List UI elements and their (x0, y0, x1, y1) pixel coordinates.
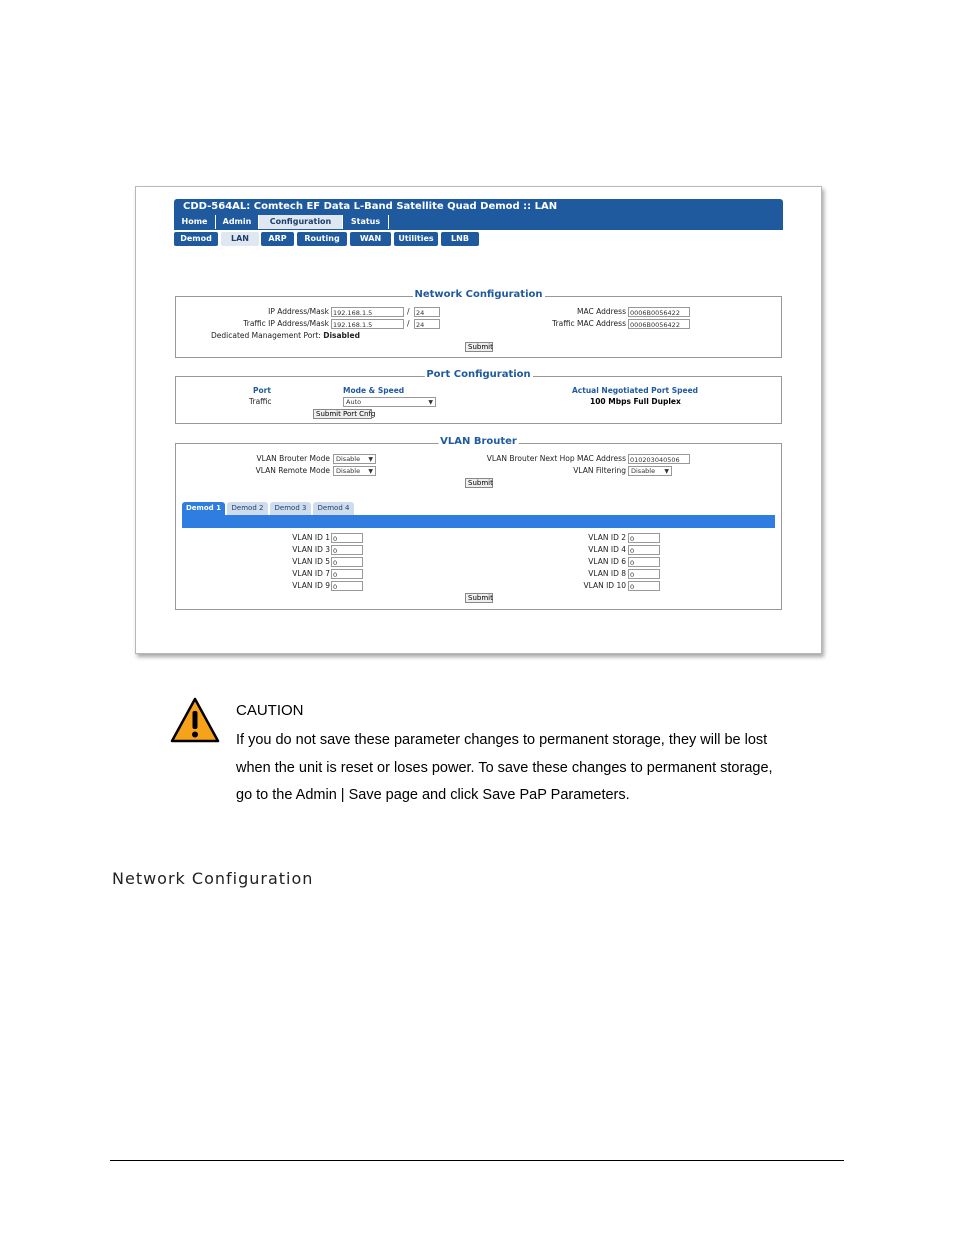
screenshot-frame (135, 186, 822, 654)
vlan-submit-button[interactable]: Submit (465, 478, 493, 488)
admin-save-ref: Admin | Save (295, 787, 382, 803)
caution-title: CAUTION (236, 702, 304, 719)
vlan-id-input[interactable]: 0 (331, 569, 363, 579)
tab-admin[interactable]: Admin (216, 215, 259, 229)
subtab-demod[interactable]: Demod (174, 232, 218, 246)
vlan-id-input[interactable]: 0 (628, 557, 660, 567)
next-hop-mac-label: VLAN Brouter Next Hop MAC Address (486, 454, 626, 463)
vlan-id-input[interactable]: 0 (331, 557, 363, 567)
vlan-id-input[interactable]: 0 (331, 581, 363, 591)
demod-tab-panel-header (182, 515, 775, 528)
vlan-brouter-fieldset (175, 436, 782, 610)
vlan-ids-submit-button[interactable]: Submit (465, 593, 493, 603)
vlan-id-label: VLAN ID 7 (292, 569, 330, 578)
tab-status[interactable]: Status (343, 215, 389, 229)
tab-demod-2[interactable]: Demod 2 (227, 502, 268, 515)
vlan-id-label: VLAN ID 10 (583, 581, 626, 590)
main-menu (174, 215, 783, 230)
subtab-routing[interactable]: Routing (297, 232, 347, 246)
traffic-ip-input[interactable]: 192.168.1.5 (331, 319, 404, 329)
subtab-wan[interactable]: WAN (350, 232, 391, 246)
traffic-ip-label: Traffic IP Address/Mask (243, 319, 329, 328)
mode-speed-select[interactable]: Auto ▼ (343, 397, 436, 407)
vlan-id-label: VLAN ID 6 (588, 557, 626, 566)
caution-line: go to the Admin | Save page and click Save PaP Parameters. (236, 787, 630, 803)
section-heading: Network Configuration (112, 869, 314, 888)
network-config-fieldset (175, 289, 782, 358)
window-title: CDD-564AL: Comtech EF Data L-Band Satellite Quad Demod :: LAN (174, 199, 783, 215)
subtab-lnb[interactable]: LNB (441, 232, 479, 246)
mac-address-input[interactable]: 0006B0056422 (628, 307, 690, 317)
vlan-id-label: VLAN ID 2 (588, 533, 626, 542)
subtab-arp[interactable]: ARP (261, 232, 294, 246)
chevron-down-icon: ▼ (664, 468, 669, 475)
port-name: Traffic (249, 397, 272, 406)
ip-mask-sep: / (407, 307, 410, 316)
chevron-down-icon: ▼ (428, 399, 433, 406)
caution-body (236, 727, 836, 810)
vlan-filtering-label: VLAN Filtering (573, 466, 626, 475)
mac-address-label: MAC Address (577, 307, 626, 316)
vlan-id-label: VLAN ID 5 (292, 557, 330, 566)
tab-home[interactable]: Home (174, 215, 216, 229)
network-config-legend: Network Configuration (414, 289, 543, 300)
ip-address-label: IP Address/Mask (268, 307, 329, 316)
vlan-filtering-select[interactable]: Disable ▼ (628, 466, 672, 476)
vlan-id-label: VLAN ID 8 (588, 569, 626, 578)
caution-line: when the unit is reset or loses power. To save these changes to permanent storage, (236, 759, 773, 776)
tab-demod-4[interactable]: Demod 4 (313, 502, 354, 515)
save-pap-ref: Save PaP Parameters (482, 787, 626, 803)
ip-mask-input[interactable]: 24 (414, 307, 440, 317)
mode-column-header: Mode & Speed (343, 386, 405, 395)
traffic-mask-sep: / (407, 319, 410, 328)
vlan-id-input[interactable]: 0 (628, 545, 660, 555)
vlan-id-input[interactable]: 0 (628, 581, 660, 591)
vlan-brouter-mode-label: VLAN Brouter Mode (256, 454, 330, 463)
traffic-ip-mask-input[interactable]: 24 (414, 319, 440, 329)
vlan-brouter-legend: VLAN Brouter (440, 436, 517, 447)
tab-demod-1[interactable]: Demod 1 (182, 502, 225, 515)
chevron-down-icon: ▼ (368, 468, 373, 475)
caution-line: If you do not save these parameter changes to permanent storage, they will be lost (236, 732, 768, 748)
footer-rule (110, 1160, 844, 1161)
chevron-down-icon: ▼ (368, 456, 373, 463)
vlan-id-label: VLAN ID 1 (292, 533, 330, 542)
vlan-remote-mode-select[interactable]: Disable ▼ (333, 466, 376, 476)
vlan-id-input[interactable]: 0 (331, 533, 363, 543)
vlan-remote-mode-label: VLAN Remote Mode (255, 466, 330, 475)
vlan-id-label: VLAN ID 9 (292, 581, 330, 590)
tab-configuration[interactable]: Configuration (259, 215, 343, 229)
ip-address-input[interactable]: 192.168.1.5 (331, 307, 404, 317)
port-config-fieldset (175, 369, 782, 424)
vlan-id-input[interactable]: 0 (628, 569, 660, 579)
network-submit-button[interactable]: Submit (465, 342, 493, 352)
vlan-id-label: VLAN ID 4 (588, 545, 626, 554)
actual-speed-column-header: Actual Negotiated Port Speed (572, 386, 699, 395)
next-hop-mac-input[interactable]: 010203040506 (628, 454, 690, 464)
vlan-id-label: VLAN ID 3 (292, 545, 330, 554)
dedicated-port-value: Disabled (323, 331, 360, 340)
vlan-id-input[interactable]: 0 (331, 545, 363, 555)
subtab-lan[interactable]: LAN (221, 232, 259, 246)
vlan-brouter-mode-select[interactable]: Disable ▼ (333, 454, 376, 464)
submit-port-config-button[interactable]: Submit Port Cnfg (313, 409, 372, 419)
port-config-legend: Port Configuration (426, 369, 531, 380)
subtab-utilities[interactable]: Utilities (394, 232, 438, 246)
traffic-mac-input[interactable]: 0006B0056422 (628, 319, 690, 329)
actual-speed-value: 100 Mbps Full Duplex (590, 397, 681, 406)
warning-icon (170, 697, 220, 743)
port-column-header: Port (253, 386, 271, 395)
traffic-mac-label: Traffic MAC Address (552, 319, 626, 328)
vlan-id-input[interactable]: 0 (628, 533, 660, 543)
tab-demod-3[interactable]: Demod 3 (270, 502, 311, 515)
dedicated-port-label: Dedicated Management Port: Disabled (211, 331, 360, 340)
